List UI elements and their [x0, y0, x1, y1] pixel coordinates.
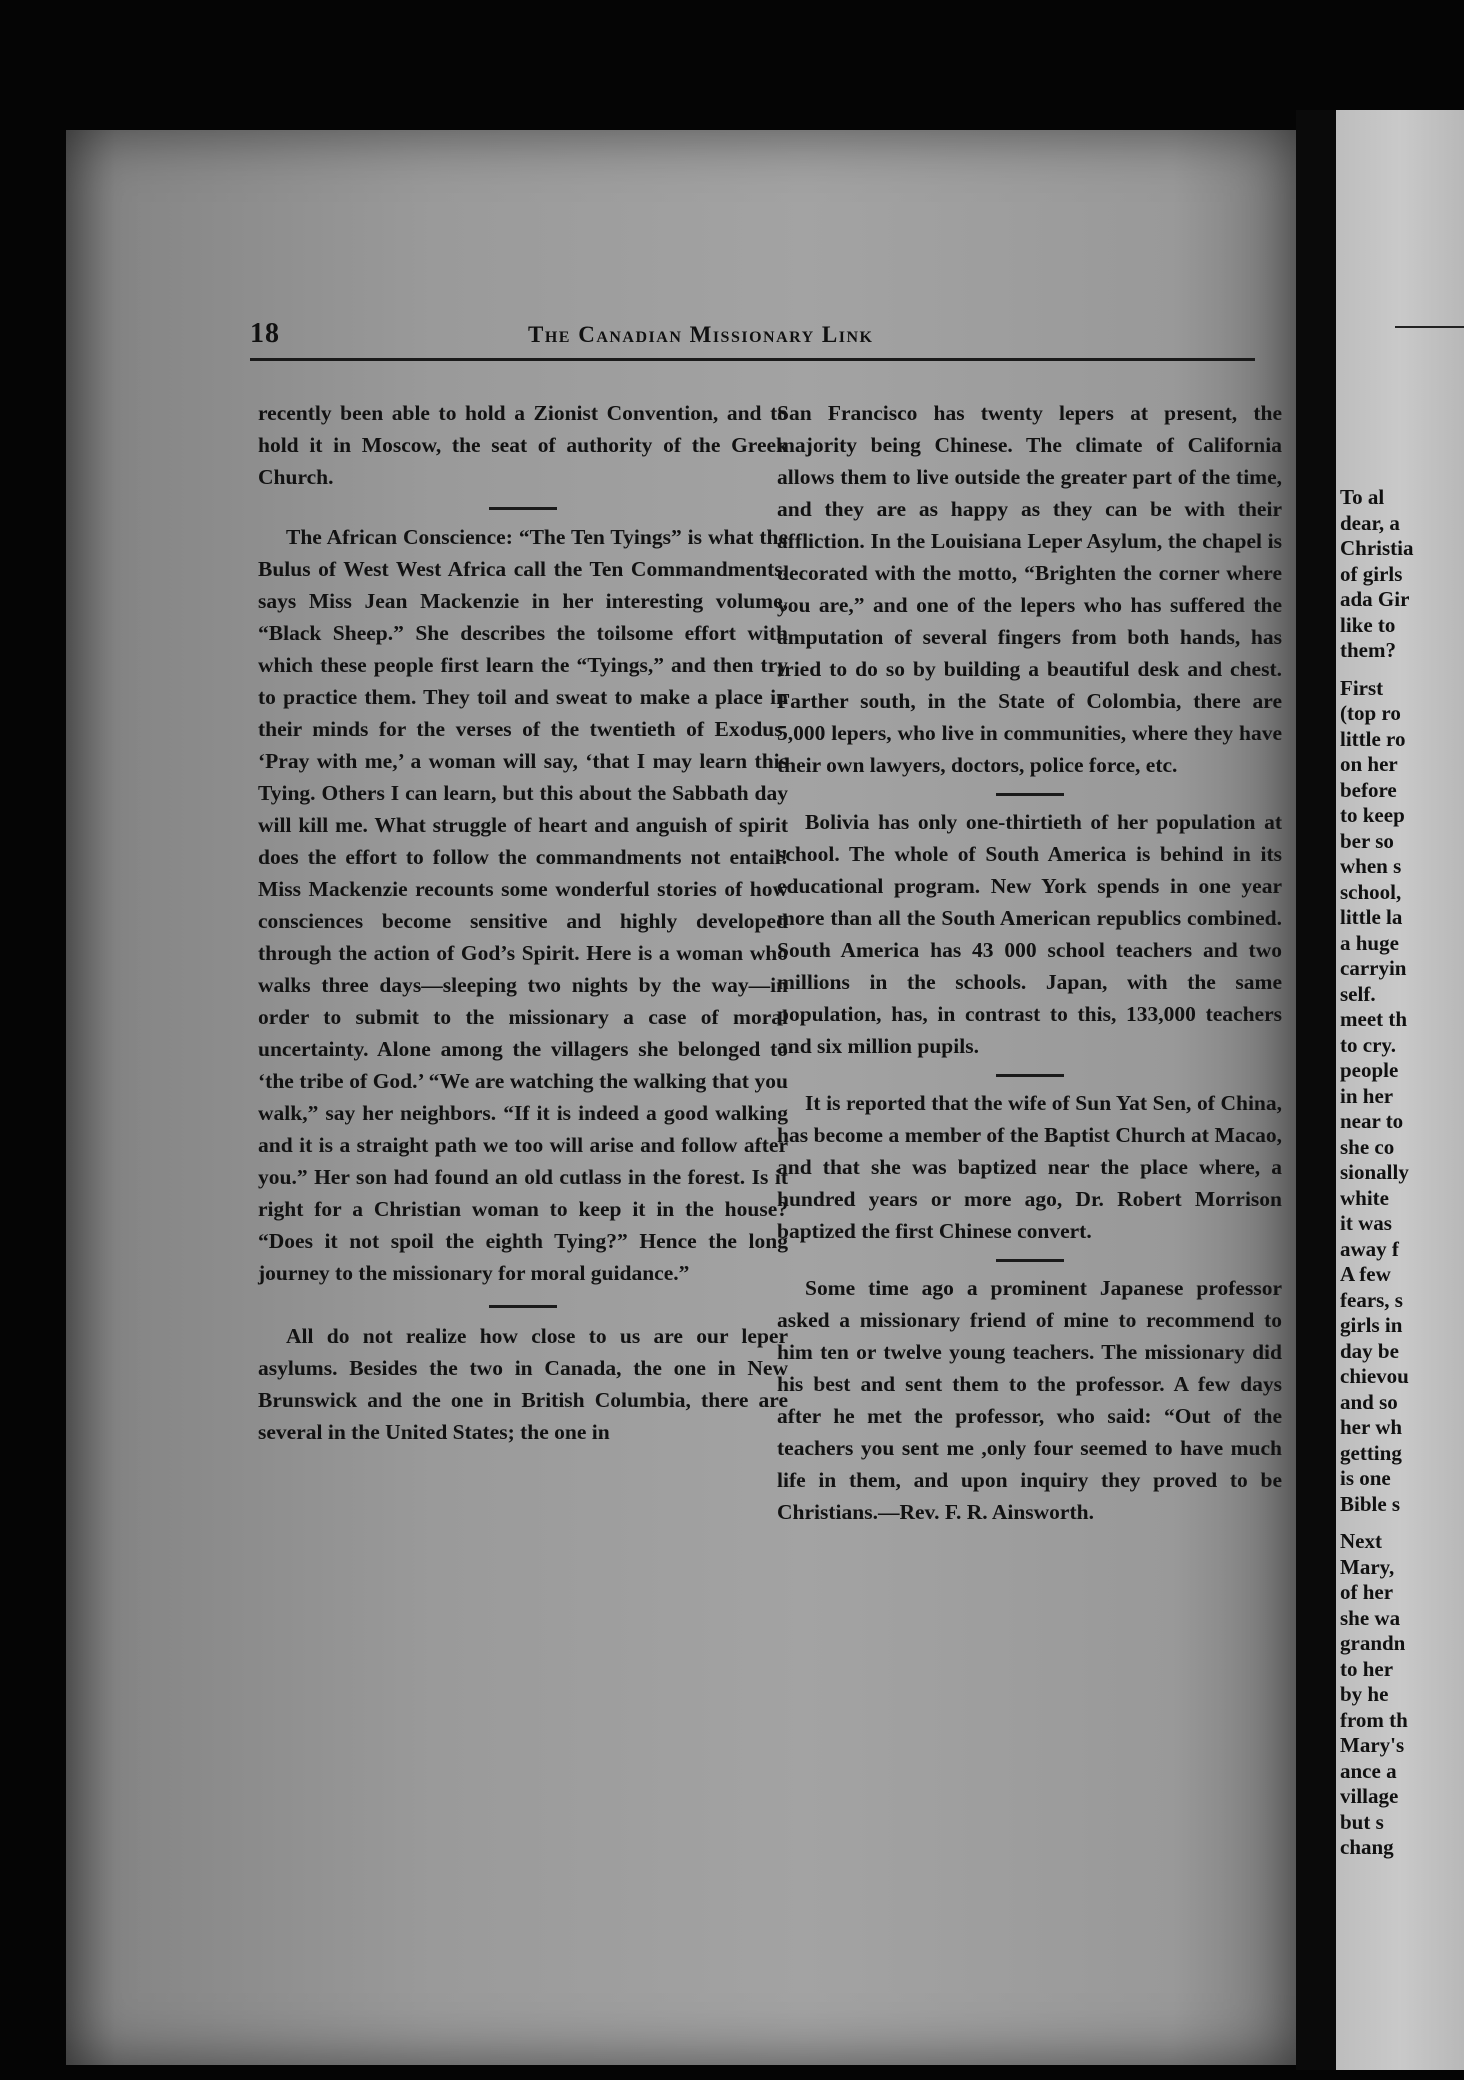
right-column: [777, 397, 1282, 1528]
adjacent-page-line: grandn: [1340, 1631, 1406, 1655]
adjacent-page-line: little ro: [1340, 726, 1406, 751]
page-number: 18: [250, 318, 280, 349]
adjacent-page-line: ance a: [1340, 1758, 1397, 1783]
adjacent-page-line: them?: [1340, 638, 1396, 662]
adjacent-page-line: day be: [1340, 1338, 1399, 1363]
adjacent-page-line: white: [1340, 1185, 1389, 1210]
section-divider: [777, 1062, 1282, 1087]
article-paragraph: It is reported that the wife of Sun Yat Sen, of China, has become a member of the Baptist Church at Macao, and that she was baptized near the place where, a hundred years or more ago, Dr. Robert Morrison baptized the first Chinese convert.: [777, 1091, 1282, 1243]
adjacent-page-line: sionally: [1340, 1160, 1409, 1184]
book-gutter: [1296, 110, 1336, 2070]
adjacent-page-line: ber so: [1340, 828, 1394, 853]
adjacent-page-line: fears, s: [1340, 1287, 1403, 1312]
adjacent-page-line: of her: [1340, 1580, 1394, 1604]
adjacent-page-line: before: [1340, 777, 1397, 802]
adjacent-page-line: in her: [1340, 1083, 1394, 1108]
article-paragraph: Some time ago a prominent Japanese professor asked a missionary friend of mine to recommend to him ten or twelve young teachers. The missionary did his best and sent them to the professor. A few days after he met the professor, who said: “Out of the teachers you sent me ,only four seemed to have much life in them, and upon inquiry they proved to be Christians.—Rev. F. R. Ainsworth.: [777, 1276, 1282, 1524]
adjacent-page-line: dear, a: [1340, 510, 1400, 535]
adjacent-page-line: people: [1340, 1058, 1399, 1082]
adjacent-page-line: chang: [1340, 1835, 1394, 1859]
adjacent-page-line: from th: [1340, 1707, 1408, 1732]
running-title: The Canadian Missionary Link: [528, 322, 874, 347]
article-paragraph: Bolivia has only one-thirtieth of her population at school. The whole of South America is behind in its educational program. New York spends in one year more than all the South American republics combined. South America has 43 000 school teachers and two millions in the schools. Japan, with the same population, has, in contrast to this, 133,000 teachers and six million pupils.: [777, 810, 1282, 1058]
adjacent-page-line: Christia: [1340, 536, 1414, 560]
adjacent-page-line: when s: [1340, 854, 1402, 878]
adjacent-page-line: Bible s: [1340, 1491, 1401, 1516]
adjacent-page-line: but s: [1340, 1809, 1384, 1834]
adjacent-page-line: it was: [1340, 1211, 1392, 1235]
adjacent-page-line: by he: [1340, 1682, 1389, 1706]
adjacent-page-line: to cry.: [1340, 1032, 1396, 1057]
adjacent-page-line: she wa: [1340, 1605, 1401, 1630]
adjacent-page-line: near to: [1340, 1109, 1404, 1133]
adjacent-page-line: First: [1340, 675, 1384, 700]
adjacent-page-line: To al: [1340, 485, 1385, 509]
adjacent-page-line: Next: [1340, 1529, 1382, 1553]
adjacent-page-line: like to: [1340, 612, 1396, 637]
article-paragraph: recently been able to hold a Zionist Convention, and to hold it in Moscow, the seat of authority of the Greek Church.: [258, 401, 788, 489]
adjacent-page-line: of girls: [1340, 561, 1403, 586]
adjacent-page-line: and so: [1340, 1389, 1398, 1414]
adjacent-page-line: chievou: [1340, 1364, 1409, 1388]
section-divider: [777, 1247, 1282, 1272]
adjacent-page-line: girls in: [1340, 1313, 1403, 1337]
adjacent-page-line: school,: [1340, 879, 1402, 904]
adjacent-page-line: little la: [1340, 905, 1403, 929]
adjacent-page-line: village: [1340, 1784, 1399, 1808]
left-column: [258, 397, 788, 1448]
adjacent-page-line: getting: [1340, 1440, 1402, 1465]
header-rule: [250, 358, 1255, 361]
section-divider: [258, 493, 788, 521]
adjacent-page-line: her wh: [1340, 1415, 1403, 1439]
adjacent-page-text: [1340, 485, 1464, 1861]
section-divider: [777, 781, 1282, 806]
article-paragraph: San Francisco has twenty lepers at present, the majority being Chinese. The climate of California allows them to live outside the greater part of the time, and they are as happy as they can be with their affliction. In the Louisiana Leper Asylum, the chapel is decorated with the motto, “Brighten the corner where you are,” and one of the lepers who has suffered the amputation of several fingers from both hands, has tried to do so by building a beautiful desk and chest. Farther south, in the State of Colombia, there are 5,000 lepers, who live in communities, where they have their own lawyers, doctors, police force, etc.: [777, 401, 1282, 777]
adjacent-header-rule: [1395, 326, 1464, 328]
adjacent-page-line: ada Gir: [1340, 587, 1410, 611]
adjacent-page-line: (top ro: [1340, 701, 1401, 725]
adjacent-page-line: meet th: [1340, 1007, 1408, 1031]
adjacent-page-line: self.: [1340, 981, 1376, 1006]
adjacent-page-line: on her: [1340, 752, 1398, 776]
adjacent-page-line: away f: [1340, 1236, 1399, 1261]
adjacent-page-line: A few: [1340, 1262, 1391, 1286]
adjacent-page-line: she co: [1340, 1134, 1395, 1159]
section-divider: [258, 1289, 788, 1320]
adjacent-page-line: to keep: [1340, 803, 1405, 827]
adjacent-page-line: Mary,: [1340, 1554, 1395, 1579]
adjacent-page-line: carryin: [1340, 956, 1407, 980]
adjacent-page-line: to her: [1340, 1656, 1394, 1681]
adjacent-page-line: a huge: [1340, 930, 1399, 955]
article-paragraph: All do not realize how close to us are our leper asylums. Besides the two in Canada, the one in New Brunswick and the one in British Columbia, there are several in the United States; the one in: [258, 1324, 788, 1444]
adjacent-page-line: is one: [1340, 1466, 1391, 1490]
adjacent-page-line: Mary's: [1340, 1733, 1405, 1757]
article-paragraph: The African Conscience: “The Ten Tyings” is what the Bulus of West West Africa call the Ten Commandments, says Miss Jean Mackenzie in her interesting volume, “Black Sheep.” She describes the toilsome effort with which these people first learn the “Tyings,” and then try to practice them. They toil and sweat to make a place in their minds for the verses of the twentieth of Exodus. ‘Pray with me,’ a woman will say, ‘that I may learn this Tying. Others I can learn, but this about the Sabbath day will kill me. What struggle of heart and anguish of spirit does the effort to follow the commandments not entail! Miss Mackenzie recounts some wonderful stories of how consciences become sensitive and highly developed through the action of God’s Spirit. Here is a woman who walks three days—sleeping two nights by the way—in order to submit to the missionary a case of moral uncertainty. Alone among the villagers she belonged to ‘the tribe of God.’ “We are watching the walking that you walk,” say her neighbors. “If it is indeed a good walking and it is a straight path we too will arise and follow after you.” Her son had found an old cutlass in the forest. Is it right for a Christian woman to keep it in the house? “Does it not spoil the eighth Tying?” Hence the long journey to the missionary for moral guidance.”: [258, 525, 788, 1285]
